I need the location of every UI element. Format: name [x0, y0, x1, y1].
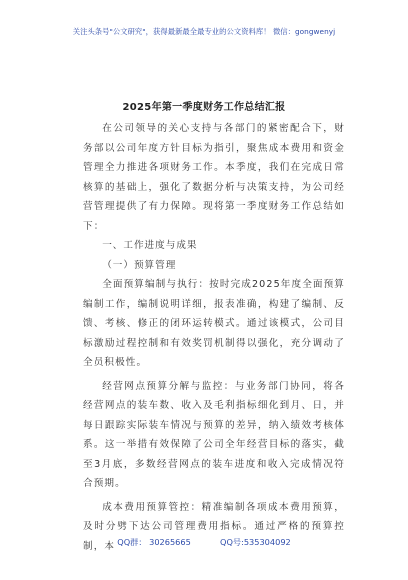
budget-paragraph: 全面预算编制与执行：按时完成2025年度全面预算编制工作，编制说明详细，报表准确，构建了编制、反馈、考核、修正的闭环运转模式。通过该模式，公司目标激励过程控制和有效奖罚机制得以强化，充分调动了全员积极性。	[83, 279, 345, 368]
cost-budget-paragraph: 成本费用预算管控：精准编制各项成本费用预算，及时分劈下达公司管理费用指标。通过严格的预算控制，本	[83, 501, 345, 552]
document-body	[83, 119, 345, 556]
document-title: 2025年第一季度财务工作总结汇报	[122, 102, 286, 113]
outlet-budget-paragraph: 经营网点预算分解与监控：与业务部门协同，将各经营网点的装车数、收入及毛利指标细化到月、日，并每日跟踪实际装车情况与预算的差异，纳入绩效考核体系。这一举措有效保障了公司全年经营目标的落实，截至3月底，多数经营网点的装车进度和收入完成情况符合预期。	[83, 380, 345, 489]
qq-number: QQ号:535304092	[220, 537, 291, 547]
footer-contact	[0, 537, 408, 548]
qq-group: QQ群： 30265665	[117, 537, 191, 547]
header-banner: 关注头条号"公文研究"，获得最新最全最专业的公文资料库！ 微信：gongwenyj	[72, 27, 336, 36]
section-heading: 一、工作进度与成果	[102, 240, 198, 251]
subsection-heading: （一）预算管理	[102, 259, 177, 271]
intro-paragraph: 在公司领导的关心支持与各部门的紧密配合下，财务部以公司年度方针目标为指引，聚焦成本费用和资金管理全力推进各项财务工作。本季度，我们在完成日常核算的基础上，强化了数据分析与决策支持，为公司经营管理提供了有力保障。现将第一季度财务工作总结如下：	[83, 123, 345, 232]
